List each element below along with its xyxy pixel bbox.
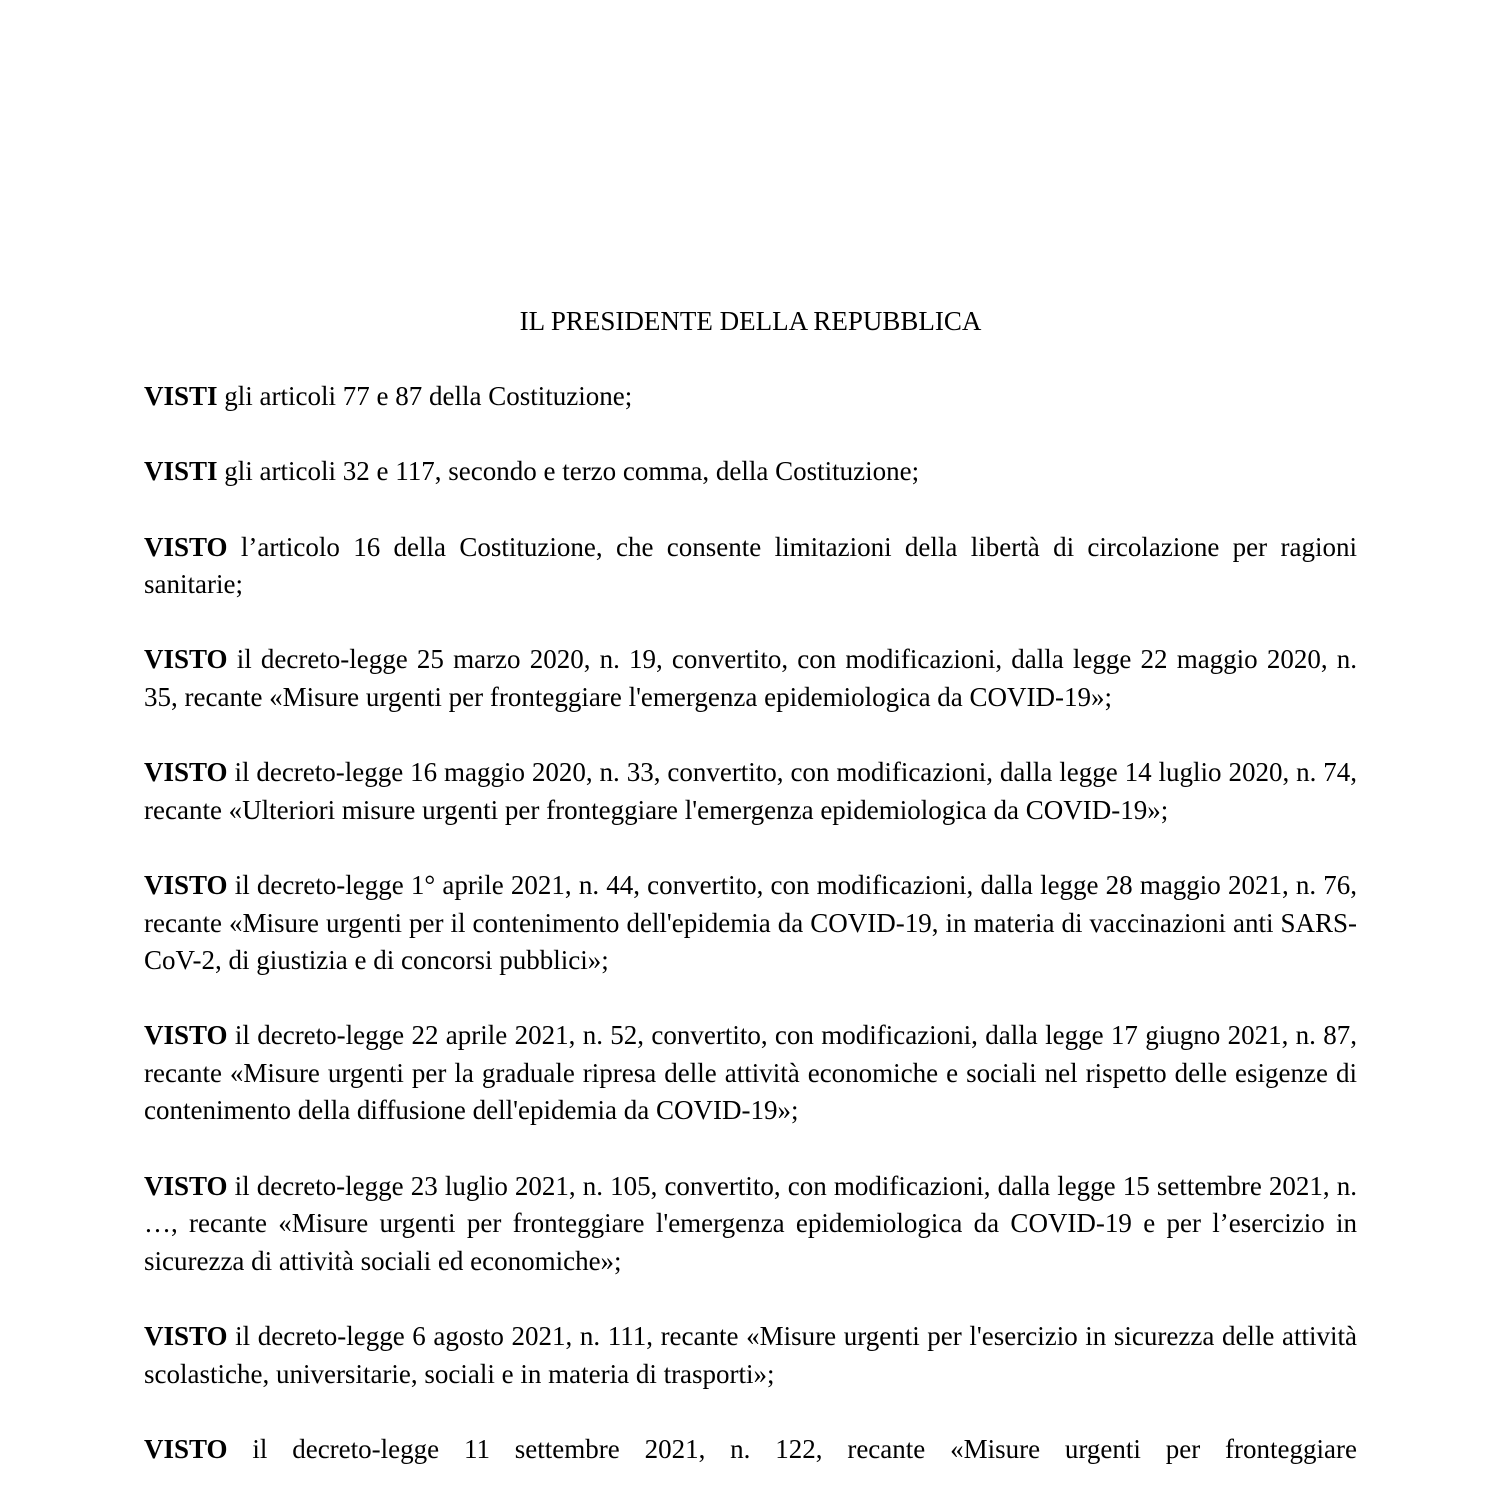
- document-title: IL PRESIDENTE DELLA REPUBBLICA: [519, 306, 982, 336]
- recital-text: il decreto-legge 16 maggio 2020, n. 33, convertito, con modificazioni, dalla legge 14 luglio 2020, n. 74, recante «Ulteriori misure urgenti per fronteggiare l'emergenza epidemiologica da COVID-19»;: [144, 757, 1357, 825]
- recital-text: il decreto-legge 23 luglio 2021, n. 105, convertito, con modificazioni, dalla legge 15 settembre 2021, n. …, recante «Misure urgenti per fronteggiare l'emergenza epidemiologica da COVID-19 e per l’esercizio in sicurezza di attività sociali ed economiche»;: [144, 1170, 1357, 1276]
- recital-lead: VISTO: [144, 1321, 228, 1352]
- recital-lead: VISTO: [144, 869, 228, 900]
- recital-lead: VISTO: [144, 1170, 228, 1201]
- recital-lead: VISTO: [144, 757, 228, 788]
- recital-lead: VISTO: [144, 531, 228, 562]
- recital-paragraph: [144, 453, 1357, 491]
- recital-paragraph: [144, 1017, 1357, 1130]
- recital-paragraph: [144, 529, 1357, 604]
- recital-text: gli articoli 32 e 117, secondo e terzo comma, della Costituzione;: [217, 456, 920, 487]
- document-page: [144, 303, 1357, 1506]
- recital-text: il decreto-legge 6 agosto 2021, n. 111, recante «Misure urgenti per l'esercizio in sicurezza delle attività scolastiche, universitarie, sociali e in materia di trasporti»;: [144, 1321, 1357, 1389]
- recital-lead: VISTO: [144, 644, 228, 675]
- recital-paragraph: [144, 1318, 1357, 1393]
- recital-text: il decreto-legge 25 marzo 2020, n. 19, convertito, con modificazioni, dalla legge 22 maggio 2020, n. 35, recante «Misure urgenti per fronteggiare l'emergenza epidemiologica da COVID-19»;: [144, 644, 1357, 712]
- recital-paragraph: [144, 378, 1357, 416]
- recital-text: il decreto-legge 11 settembre 2021, n. 122, recante «Misure urgenti per fronteggiare: [227, 1433, 1357, 1464]
- recital-paragraph: [144, 867, 1357, 980]
- recital-lead: VISTI: [144, 456, 218, 487]
- recital-paragraph: [144, 754, 1357, 829]
- recital-lead: VISTI: [144, 381, 218, 412]
- recital-lead: VISTO: [144, 1020, 228, 1051]
- recital-paragraph: [144, 1431, 1357, 1469]
- recital-text: il decreto-legge 22 aprile 2021, n. 52, convertito, con modificazioni, dalla legge 17 giugno 2021, n. 87, recante «Misure urgenti per la graduale ripresa delle attività economiche e sociali nel rispetto delle esigenze di contenimento della diffusione dell'epidemia da COVID-19»;: [144, 1020, 1357, 1126]
- paragraph-list: [144, 378, 1357, 1468]
- recital-text: il decreto-legge 1° aprile 2021, n. 44, convertito, con modificazioni, dalla legge 28 maggio 2021, n. 76, recante «Misure urgenti per il contenimento dell'epidemia da COVID-19, in materia di vaccinazioni anti SARS-CoV-2, di giustizia e di concorsi pubblici»;: [144, 869, 1357, 976]
- recital-lead: VISTO: [144, 1433, 228, 1464]
- recital-text: gli articoli 77 e 87 della Costituzione;: [217, 381, 633, 412]
- recital-paragraph: [144, 1168, 1357, 1281]
- recital-paragraph: [144, 641, 1357, 716]
- recital-text: l’articolo 16 della Costituzione, che consente limitazioni della libertà di circolazione per ragioni sanitarie;: [144, 531, 1357, 600]
